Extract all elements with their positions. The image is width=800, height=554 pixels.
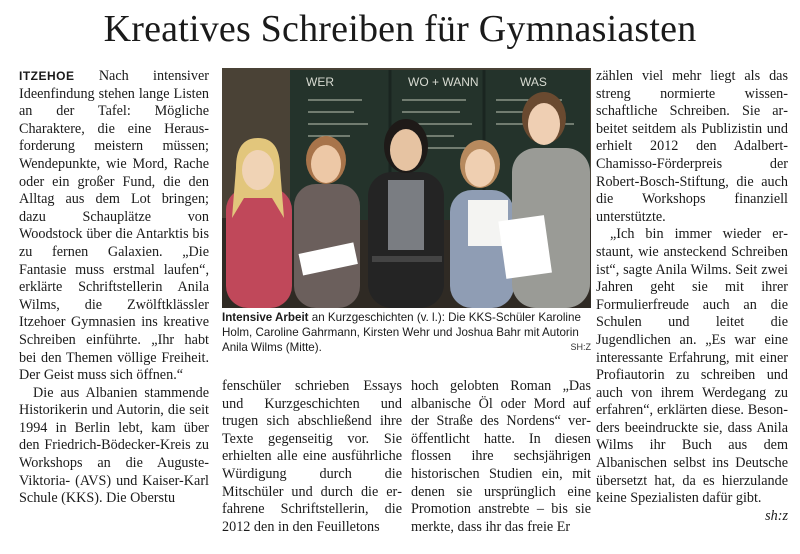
board-heading-what: WAS	[520, 75, 547, 89]
photo-credit: SH:Z	[570, 342, 591, 352]
paragraph: fenschüler schrieben Essays und Kurzgeschichten und trugen sich abschließend ihre Texte gegenseitig vor. Sie erhielten alle eine ausführliche Würdigung durch die Mitschüler und durch die erfahrene Schriftstellerin, die 2012 den in den Feuilletons	[222, 378, 402, 535]
article-column-2	[222, 378, 402, 536]
paragraph: „Ich bin immer wieder erstaunt, wie ansteckend Schreiben ist“, sagte Anila Wilms. Seit zwei Jahren geht sie mit ihrer Formulierfreude auch an die Schulen und leitet die Jugendlichen an. „Es war eine interessante Erfahrung, mit einer Profiautorin zu schreiben und auch von ihrem Werdegang zu erfahren“, erklärten diese. Besonders beeindruckte sie, dass Anila Wilms ihr Buch aus dem Albanischen selbst ins Deutsche übersetzt hat, da es hierzulande keine Spezialisten dafür gibt.	[596, 226, 788, 507]
paragraph-text: Nach intensiver Ideenfindung stehen lange Listen an der Tafel: Mögliche Charaktere, die eine Herausforderung meistern müssen; Wendepunkte, wie Mord, Rache oder ein großer Fund, die den Alltag aus dem Lot bringen; dazu Schauplätze von Woodstock über die Antarktis bis zu fernen Galaxien. „Die Fantasie muss erstmal laufen“, erklärte Schriftstellerin Anila Wilms, die Zwölftklässler Itzehoer Gymnasien ins kreative Schreiben einführte. „Ihr habt bei den Themen völlige Freiheit. Der Geist muss sich öffnen.“	[19, 68, 209, 384]
author-signature: sh:z	[765, 507, 788, 524]
caption-text: an Kurzgeschichten (v. l.): Die KKS-Schüler Karoline Holm, Caroline Gahrmann, Kirsten Wehr und Joshua Bahr mit Autorin Anila Wilms (Mitte).	[222, 311, 581, 354]
paragraph	[19, 68, 209, 385]
paragraph: zählen viel mehr liegt als das streng normierte wissenschaftliche Schreiben. Sie arbeitet seitdem als Publizistin und erhielt 2012 den Adalbert-Chamisso-Förderpreis der Robert-Bosch-Stiftung, die auch die Workshops finanziell unterstützte.	[596, 68, 788, 225]
article-column-3	[411, 378, 591, 536]
paragraph: hoch gelobten Roman „Das albanische Öl oder Mord auf der Straße des Nordens“ veröffentlicht hatte. In diesen flossen ihre sechsjährigen historischen Studien ein, mit denen sie ursprünglich eine Promotion anstrebte – bis sie merkte, dass ihr das freie Er	[411, 378, 591, 535]
article-photo	[222, 68, 591, 308]
paragraph: Die aus Albanien stammende Historikerin und Autorin, die seit 1994 in Berlin lebt, kam über den Friedrich-Bödecker-Kreis zu Workshops an die Auguste-Viktoria- (AVS) und Kaiser-Karl Schule (KKS). Die Oberstu	[19, 384, 209, 507]
headline: Kreatives Schreiben für Gymnasiasten	[103, 8, 697, 50]
dateline: ITZEHOE	[19, 69, 75, 83]
classroom-photo-illustration	[222, 68, 591, 308]
board-heading-where-when: WO + WANN	[408, 75, 479, 89]
article-column-4	[596, 68, 788, 525]
photo-caption	[222, 310, 591, 356]
article-column-1	[19, 68, 209, 508]
caption-lead: Intensive Arbeit	[222, 311, 309, 324]
board-heading-who: WER	[306, 75, 334, 89]
